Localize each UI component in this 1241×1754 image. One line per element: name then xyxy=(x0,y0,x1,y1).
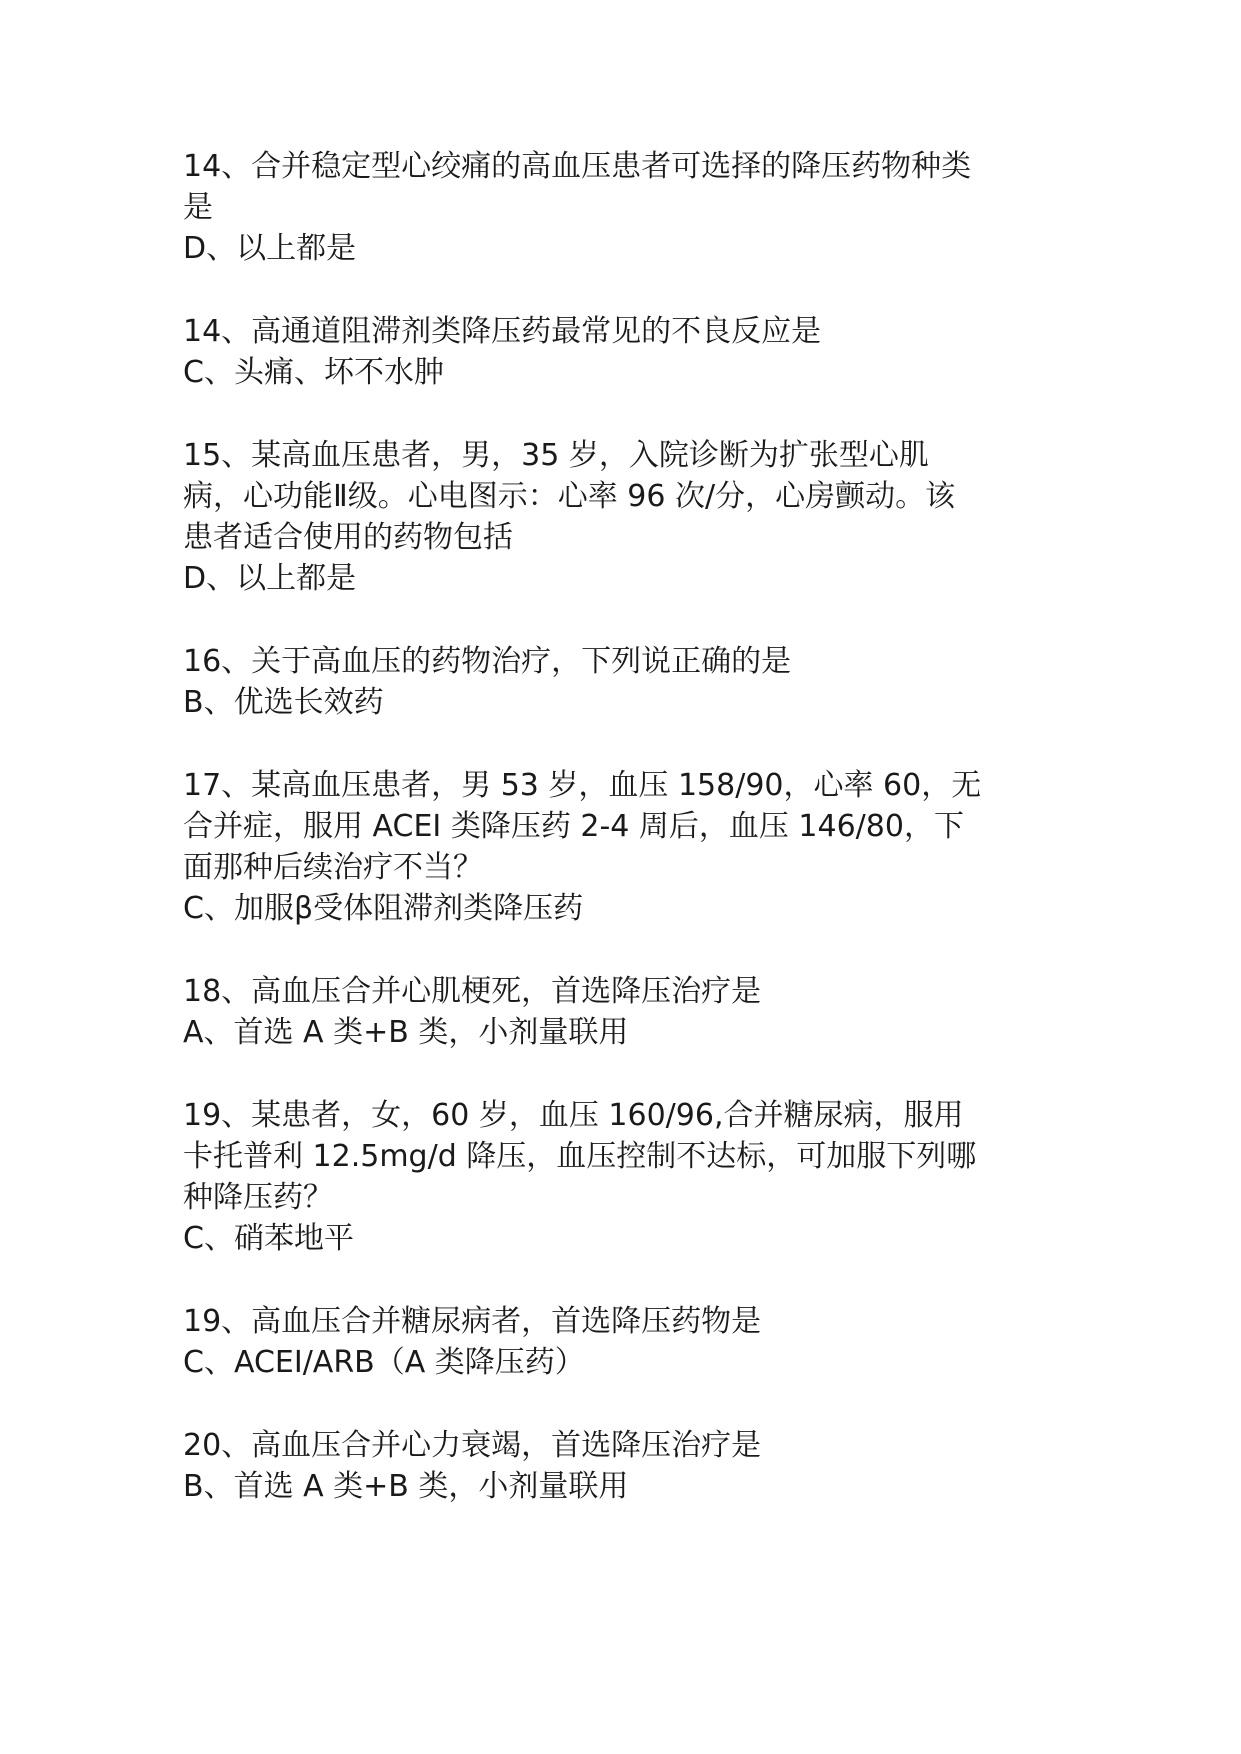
question-line: 15、某高血压患者，男，35 岁，入院诊断为扩张型心肌 xyxy=(183,438,929,473)
qa-item xyxy=(183,435,1063,599)
question-line: 合并症，服用 ACEI 类降压药 2-4 周后，血压 146/80，下 xyxy=(183,809,964,844)
qa-item xyxy=(183,765,1063,929)
qa-item xyxy=(183,641,1063,723)
question-line: 19、高血压合并糖尿病者，首选降压药物是 xyxy=(183,1304,762,1339)
qa-item xyxy=(183,971,1063,1053)
document-page xyxy=(183,146,1063,1549)
qa-item xyxy=(183,1301,1063,1383)
qa-item xyxy=(183,146,1063,269)
question-line: 14、合并稳定型心绞痛的高血压患者可选择的降压药物种类 xyxy=(183,149,972,184)
qa-item xyxy=(183,311,1063,393)
question-line: 是 xyxy=(183,190,213,225)
question-line: 面那种后续治疗不当？ xyxy=(183,850,483,885)
answer-line: B、首选 A 类+B 类，小剂量联用 xyxy=(183,1469,629,1504)
qa-item xyxy=(183,1425,1063,1507)
answer-line: C、ACEI/ARB（A 类降压药） xyxy=(183,1345,585,1380)
answer-line: A、首选 A 类+B 类，小剂量联用 xyxy=(183,1015,629,1050)
question-line: 患者适合使用的药物包括 xyxy=(183,520,513,555)
question-line: 14、高通道阻滞剂类降压药最常见的不良反应是 xyxy=(183,314,822,349)
answer-line: C、硝苯地平 xyxy=(183,1221,354,1256)
question-line: 19、某患者，女，60 岁，血压 160/96,合并糖尿病，服用 xyxy=(183,1098,964,1133)
question-line: 卡托普利 12.5mg/d 降压，血压控制不达标，可加服下列哪 xyxy=(183,1139,977,1174)
answer-line: C、头痛、坏不水肿 xyxy=(183,355,444,390)
question-line: 病，心功能Ⅱ级。心电图示：心率 96 次/分，心房颤动。该 xyxy=(183,479,956,514)
answer-line: B、优选长效药 xyxy=(183,685,384,720)
question-line: 种降压药？ xyxy=(183,1180,333,1215)
qa-item xyxy=(183,1095,1063,1259)
question-line: 16、关于高血压的药物治疗，下列说正确的是 xyxy=(183,644,792,679)
question-line: 17、某高血压患者，男 53 岁，血压 158/90，心率 60，无 xyxy=(183,768,982,803)
question-line: 18、高血压合并心肌梗死，首选降压治疗是 xyxy=(183,974,762,1009)
answer-line: C、加服β受体阻滞剂类降压药 xyxy=(183,891,584,926)
answer-line: D、以上都是 xyxy=(183,231,357,266)
answer-line: D、以上都是 xyxy=(183,561,357,596)
question-line: 20、高血压合并心力衰竭，首选降压治疗是 xyxy=(183,1428,762,1463)
